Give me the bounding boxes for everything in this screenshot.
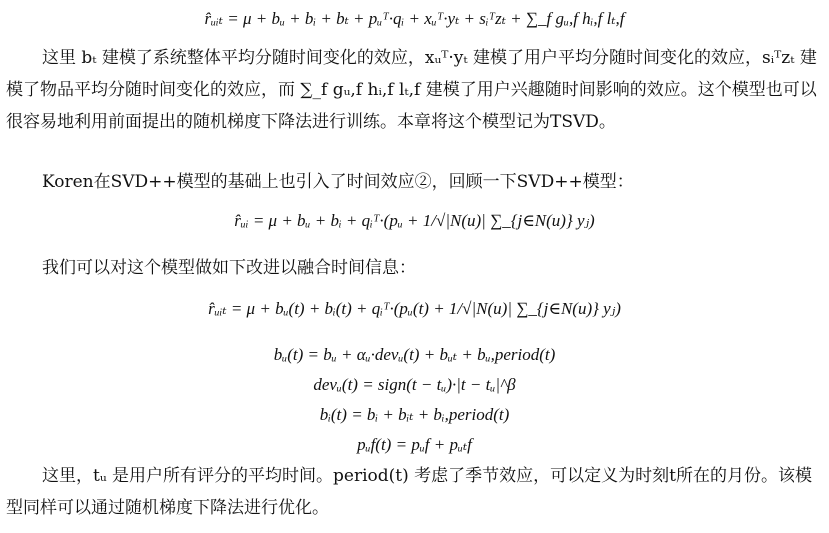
paragraph-1: [6, 42, 822, 138]
equation-3: r̂ᵤᵢₜ = μ + bᵤ(t) + bᵢ(t) + qᵢᵀ·(pᵤ(t) + 1/√|N(u)| ∑_{j∈N(u)} yⱼ): [208, 299, 621, 318]
equation-4: bᵤ(t) = bᵤ + αᵤ·devᵤ(t) + bᵤₜ + bᵤ,period(t): [273, 345, 556, 364]
paragraph-2-text: Koren在SVD++模型的基础上也引入了时间效应②，回顾一下SVD++模型：: [42, 172, 634, 192]
equation-5: devᵤ(t) = sign(t − tᵤ)·|t − tᵤ|^β: [313, 375, 516, 394]
paragraph-3: [6, 252, 822, 284]
equation-7: pᵤf(t) = pᵤf + pᵤₜf: [357, 435, 472, 454]
paragraph-4-text: 这里，tᵤ 是用户所有评分的平均时间。period(t) 考虑了季节效应，可以定义为时刻t所在的月份。该模型同样可以通过随机梯度下降法进行优化。: [6, 466, 812, 518]
equation-1: r̂ᵤᵢₜ = μ + bᵤ + bᵢ + bₜ + pᵤᵀ·qᵢ + xᵤᵀ·yₜ + sᵢᵀzₜ + ∑_f gᵤ,f hᵢ,f lₜ,f: [204, 9, 625, 28]
equation-6: bᵢ(t) = bᵢ + bᵢₜ + bᵢ,period(t): [319, 405, 510, 424]
equation-2: r̂ᵤᵢ = μ + bᵤ + bᵢ + qᵢᵀ·(pᵤ + 1/√|N(u)| ∑_{j∈N(u)} yⱼ): [234, 211, 595, 230]
paragraph-3-text: 我们可以对这个模型做如下改进以融合时间信息：: [42, 258, 416, 278]
paragraph-1-text: 这里 bₜ 建模了系统整体平均分随时间变化的效应，xᵤᵀ·yₜ 建模了用户平均分随时间变化的效应，sᵢᵀzₜ 建模了物品平均分随时间变化的效应，而 ∑_f gᵤ,f hᵢ,f lₜ,f 建模了用户兴趣随时间影响的效应。这个模型也可以很容易地利用前面提出的随机梯度下降法进行训练。本章将这个模型记为TSVD。: [6, 48, 817, 132]
paragraph-2: [6, 166, 822, 198]
paragraph-4: [6, 460, 822, 524]
